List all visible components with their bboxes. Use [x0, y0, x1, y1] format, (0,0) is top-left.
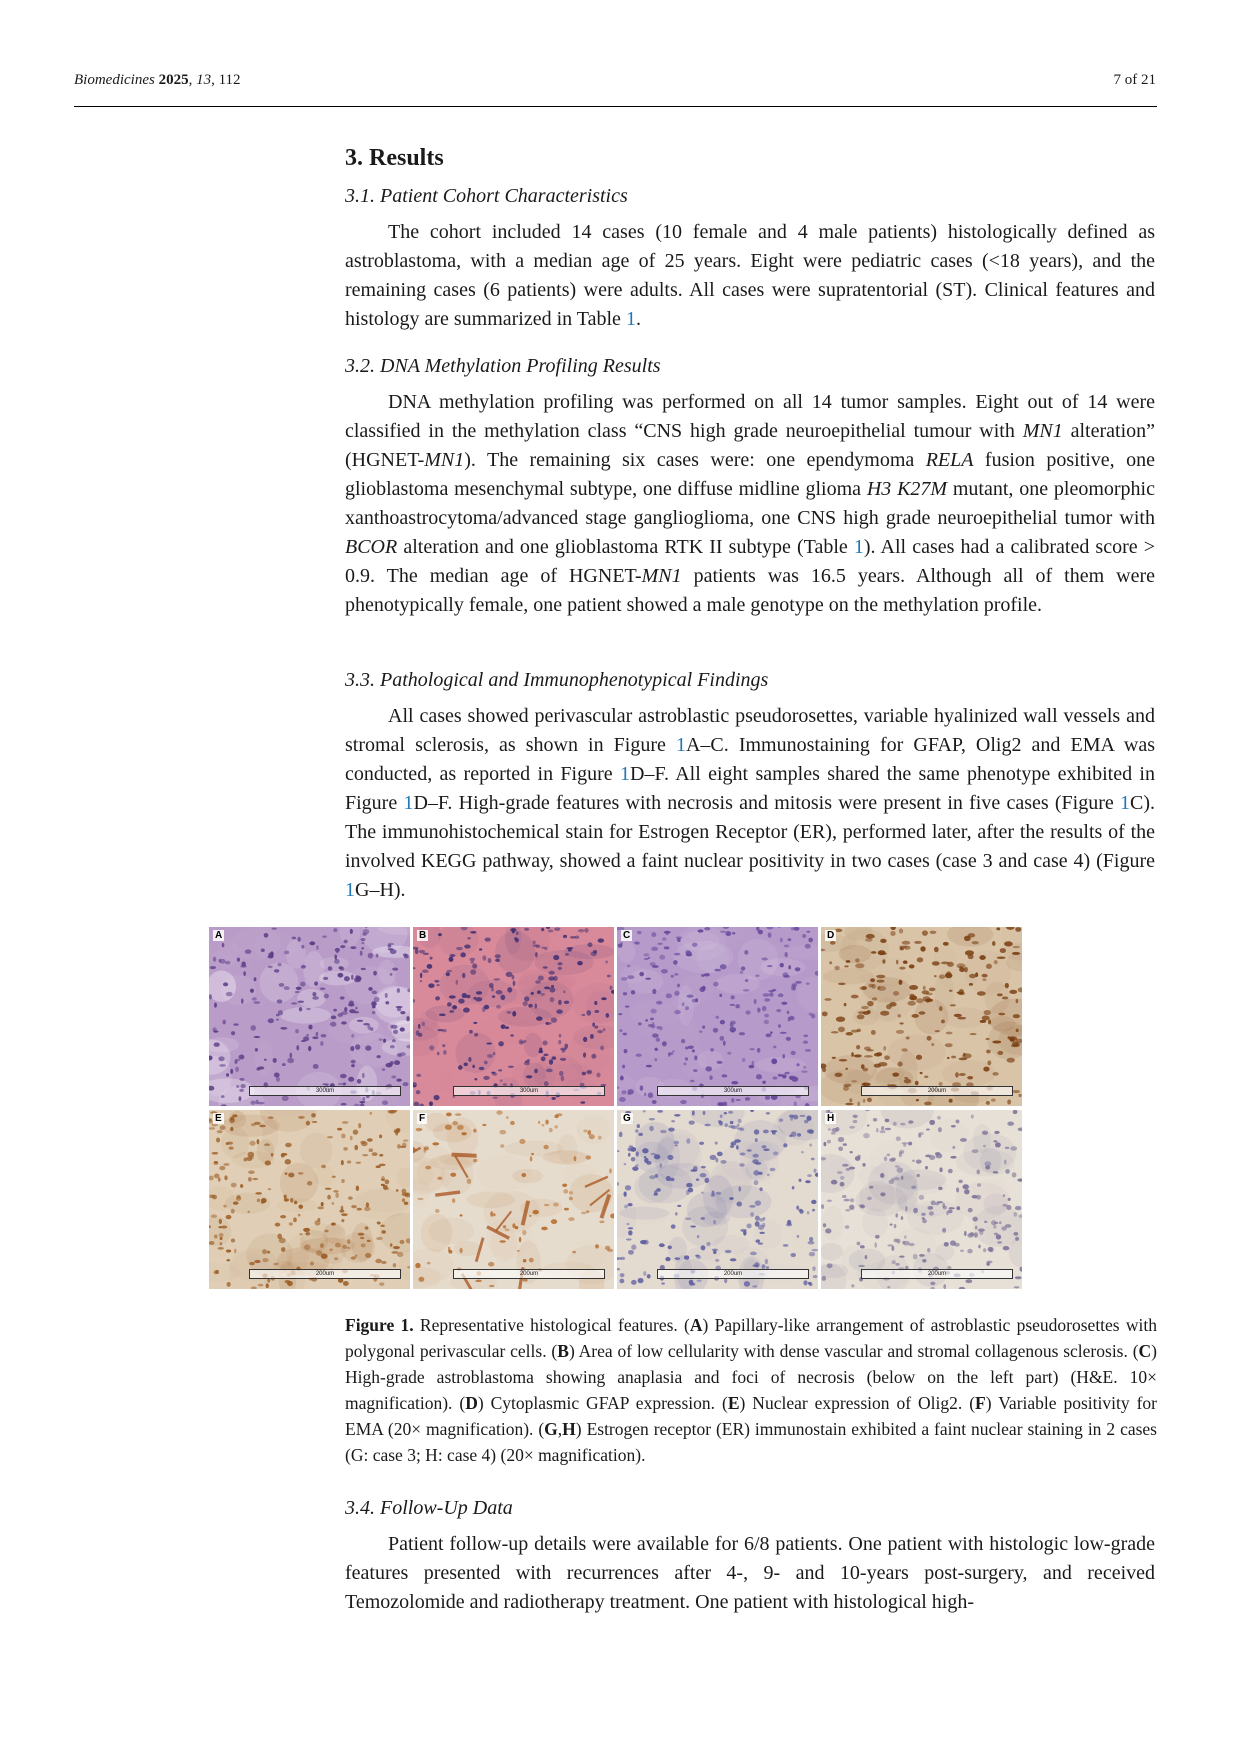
paragraph-methylation: DNA methylation profiling was performed on all 14 tumor samples. Eight out of 14 were classified in the methylation class “CNS high grade neuroepithelial tumour with MN1 alteration” (HGNET-MN1). The remaining six cases were: one ependymoma RELA fusion positive, one glioblastoma mesenchymal subtype, one diffuse midline glioma H3 K27M mutant, one pleomorphic xanthoastrocytoma/advanced stage ganglioglioma, one CNS high grade neuroepithelial tumor with BCOR alteration and one glioblastoma RTK II subtype (Table 1). All cases had a calibrated score > 0.9. The median age of HGNET-MN1 patients was 16.5 years. Although all of them were phenotypically female, one patient showed a male genotype on the methylation profile.: [345, 391, 1156, 616]
figure-panel-f: F 200um: [413, 1110, 614, 1289]
figure-panel-b: B 300um: [413, 927, 614, 1106]
figure-panel-g: G 200um: [617, 1110, 818, 1289]
journal-citation: Biomedicines 2025, 13, 112: [74, 72, 241, 88]
scale-bar: 200um: [861, 1086, 1013, 1096]
scale-bar: 300um: [453, 1086, 605, 1096]
figure-panel-h: H 200um: [821, 1110, 1022, 1289]
paragraph-follow-up: Patient follow-up details were available for 6/8 patients. One patient with histologic low-grade features presented with recurrences after 4-, 9- and 10-years post-surgery, and received Temozolomide and radiotherapy treatment. One patient with histological high-: [345, 1533, 1155, 1613]
scale-bar: 200um: [861, 1269, 1013, 1279]
scale-bar: 200um: [453, 1269, 605, 1279]
scale-bar: 300um: [657, 1086, 809, 1096]
figure-panel-d: D 200um: [821, 927, 1022, 1106]
figure-ref[interactable]: 1: [403, 792, 414, 814]
figure-panel-e: E 200um: [209, 1110, 410, 1289]
table-ref[interactable]: 1: [625, 308, 636, 330]
section-title: 3. Results: [345, 145, 444, 171]
figure-panel-c: C 300um: [617, 927, 818, 1106]
scale-bar: 200um: [657, 1269, 809, 1279]
figure-panel-a: A 300um: [209, 927, 410, 1106]
scale-bar: 300um: [249, 1086, 401, 1096]
figure-caption: Figure 1. Representative histological features. (A) Papillary-like arrangement of astroblastic pseudorosettes with polygonal perivascular cells. (B) Area of low cellularity with dense vascular and stromal collagenous sclerosis. (C) High-grade astroblastoma showing anaplasia and foci of necrosis (below on the left part) (H&E. 10× magnification). (D) Cytoplasmic GFAP expression. (E) Nuclear expression of Olig2. (F) Variable positivity for EMA (20× magnification). (G,H) Estrogen receptor (ER) immunostain exhibited a faint nuclear staining in 2 cases (G: case 3; H: case 4) (20× magnification).: [345, 1315, 1157, 1465]
subsection-title-3-2: 3.2. DNA Methylation Profiling Results: [345, 355, 661, 377]
subsection-title-3-1: 3.1. Patient Cohort Characteristics: [345, 185, 628, 207]
table-ref[interactable]: 1: [853, 536, 864, 558]
page-number: 7 of 21: [1113, 72, 1156, 88]
figure-ref[interactable]: 1: [675, 734, 686, 756]
figure-ref[interactable]: 1: [620, 763, 630, 785]
header-rule: [74, 106, 1157, 107]
paragraph-pathology: All cases showed perivascular astroblastic pseudorosettes, variable hyalinized wall vessels and stromal sclerosis, as shown in Figure 1A–C. Immunostaining for GFAP, Olig2 and EMA was conducted, as reported in Figure 1D–F. All eight samples shared the same phenotype exhibited in Figure 1D–F. High-grade features with necrosis and mitosis were present in five cases (Figure 1C). The immunohistochemical stain for Estrogen Receptor (ER), performed later, after the results of the involved KEGG pathway, showed a faint nuclear positivity in two cases (case 3 and case 4) (Figure 1G–H).: [345, 705, 1156, 901]
figure-ref[interactable]: 1: [1120, 792, 1131, 814]
paragraph-cohort: The cohort included 14 cases (10 female and 4 male patients) histologically defined as astroblastoma, with a median age of 25 years. Eight were pediatric cases (<18 years), and the remaining cases (6 patients) were adults. All cases were supratentorial (ST). Clinical features and histology are summarized in Table 1.: [345, 221, 1155, 330]
subsection-title-3-3: 3.3. Pathological and Immunophenotypical Findings: [345, 669, 769, 691]
scale-bar: 200um: [249, 1269, 401, 1279]
running-header: [74, 72, 1156, 89]
figure-ref[interactable]: 1: [345, 879, 355, 901]
subsection-title-3-4: 3.4. Follow-Up Data: [345, 1497, 513, 1519]
figure-1-panels: [209, 927, 1023, 1289]
